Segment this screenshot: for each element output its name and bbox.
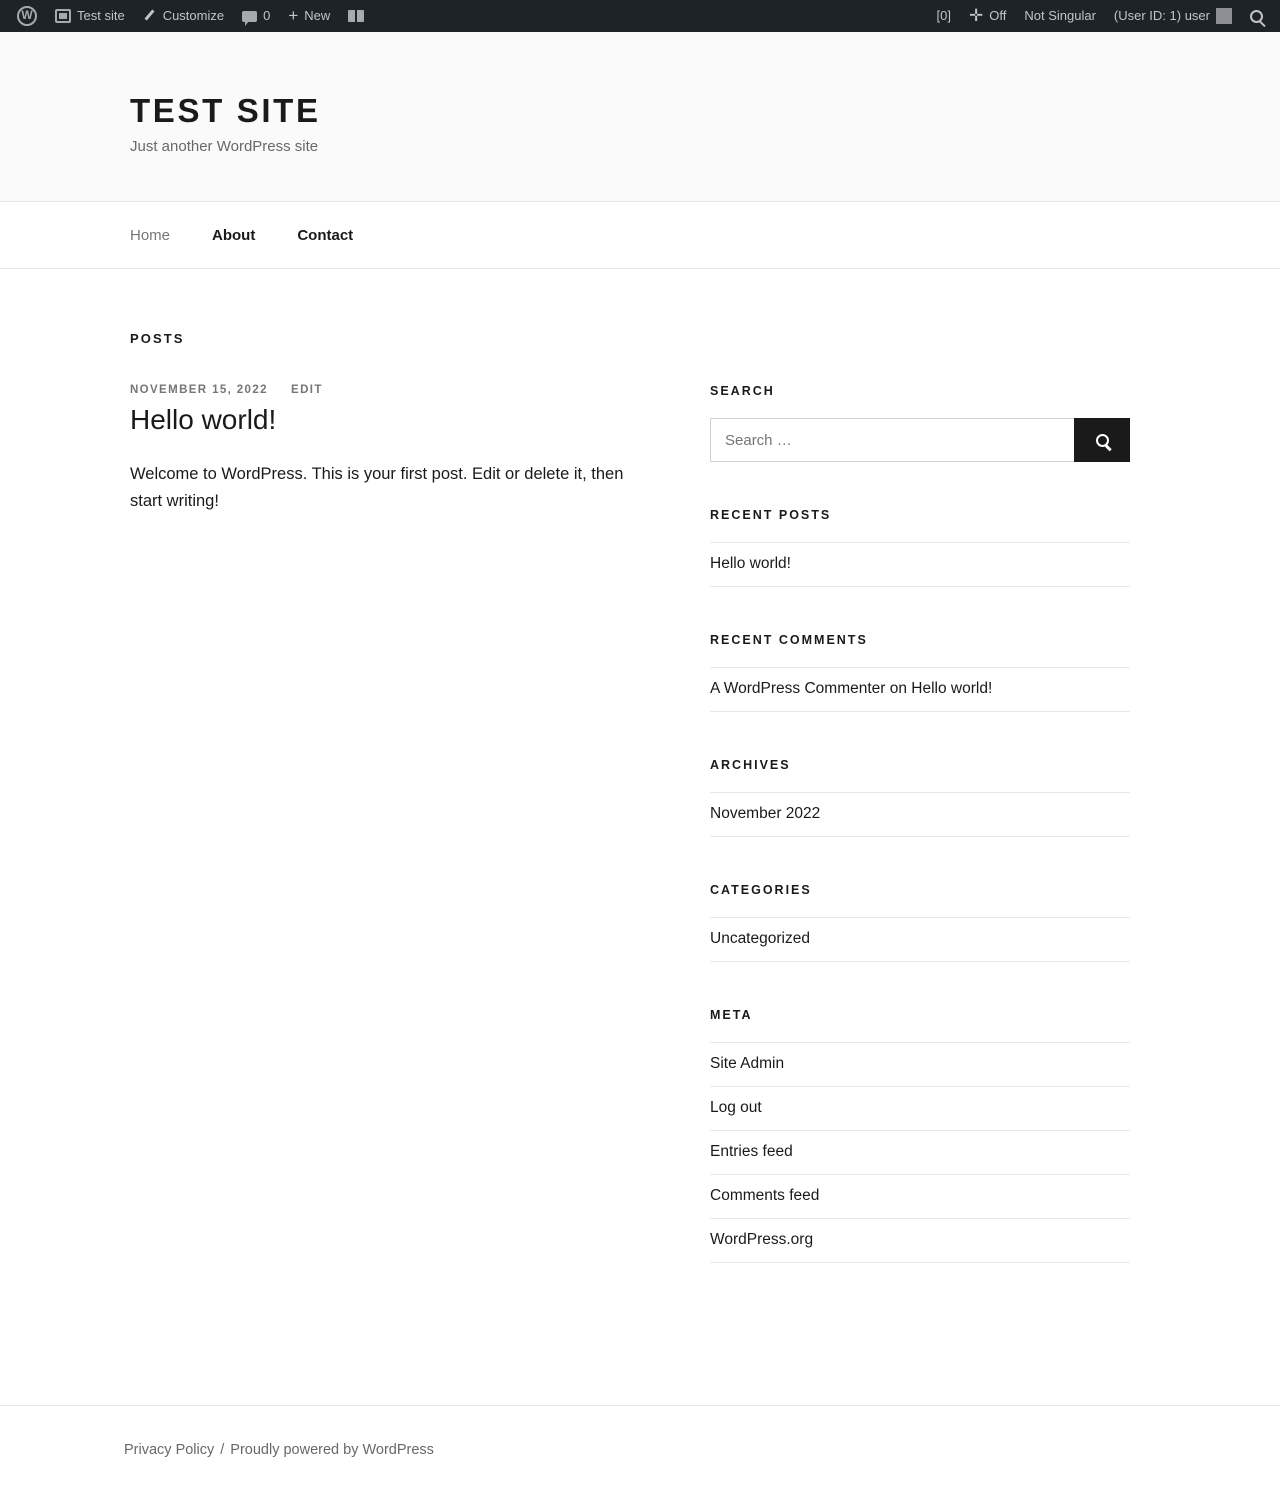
list-item bbox=[710, 792, 1130, 837]
categories-list bbox=[710, 917, 1130, 962]
comments-link[interactable] bbox=[233, 0, 279, 32]
meta-link-entries-feed[interactable]: Entries feed bbox=[710, 1143, 793, 1160]
category-link[interactable]: Uncategorized bbox=[710, 930, 810, 947]
book-icon bbox=[348, 10, 364, 22]
footer-content bbox=[90, 1406, 1190, 1500]
list-item bbox=[710, 1175, 1130, 1219]
list-item bbox=[710, 1042, 1130, 1087]
widget-title-search: SEARCH bbox=[710, 384, 775, 398]
widget-meta bbox=[710, 1008, 1130, 1263]
admin-bar bbox=[0, 0, 1280, 32]
pencil-icon bbox=[143, 9, 157, 23]
archives-list bbox=[710, 792, 1130, 837]
privacy-policy-link[interactable]: Privacy Policy bbox=[124, 1442, 215, 1458]
post-meta bbox=[130, 384, 650, 396]
new-content-label: New bbox=[304, 8, 331, 23]
customize-link[interactable] bbox=[134, 0, 233, 32]
plus-icon: + bbox=[288, 6, 299, 25]
widget-title-recent-comments: RECENT COMMENTS bbox=[710, 633, 868, 647]
list-item bbox=[710, 1131, 1130, 1175]
comment-post-link[interactable]: Hello world! bbox=[911, 680, 993, 697]
comment-bubble-icon bbox=[242, 11, 257, 22]
debug-toggle-label: Off bbox=[989, 8, 1007, 23]
nav-item-home[interactable]: Home bbox=[130, 226, 171, 244]
search-form bbox=[710, 418, 1130, 462]
meta-link-comments-feed[interactable]: Comments feed bbox=[710, 1187, 820, 1204]
post-title[interactable]: Hello world! bbox=[130, 404, 277, 435]
widget-search bbox=[710, 384, 1130, 462]
widget-title-categories: CATEGORIES bbox=[710, 883, 812, 897]
widget-title-recent-posts: RECENT POSTS bbox=[710, 508, 832, 522]
singular-state-label: Not Singular bbox=[1024, 8, 1096, 23]
list-item bbox=[710, 1087, 1130, 1131]
query-count[interactable] bbox=[928, 0, 960, 32]
post-date-link[interactable]: NOVEMBER 15, 2022 bbox=[130, 384, 268, 396]
query-count-label: [0] bbox=[936, 8, 952, 23]
new-content-menu[interactable] bbox=[279, 0, 339, 32]
wordpress-logo-icon bbox=[17, 6, 37, 26]
content-area bbox=[90, 269, 1190, 1309]
widget-archives bbox=[710, 758, 1130, 837]
meta-link-log-out[interactable]: Log out bbox=[710, 1099, 762, 1116]
meta-link-site-admin[interactable]: Site Admin bbox=[710, 1055, 785, 1072]
list-item bbox=[710, 1219, 1130, 1263]
widget-title-meta: META bbox=[710, 1008, 753, 1022]
avatar bbox=[1216, 8, 1232, 24]
site-name-menu[interactable] bbox=[46, 0, 134, 32]
page-title[interactable]: TEST SITE bbox=[130, 92, 321, 129]
user-info-label: (User ID: 1) user bbox=[1113, 8, 1210, 23]
comment-on-text: on bbox=[885, 680, 912, 697]
recent-posts-list bbox=[710, 542, 1130, 587]
admin-bar-left bbox=[8, 0, 373, 32]
singular-state[interactable] bbox=[1015, 0, 1105, 32]
list-item bbox=[710, 917, 1130, 962]
sidebar bbox=[710, 384, 1130, 1309]
posts-section-label: POSTS bbox=[130, 331, 185, 346]
post-excerpt: Welcome to WordPress. This is your first post. Edit or delete it, then start writing! bbox=[130, 465, 624, 511]
comments-count: 0 bbox=[263, 8, 271, 23]
customize-label: Customize bbox=[162, 8, 225, 23]
search-submit-button[interactable] bbox=[1074, 418, 1130, 462]
comment-author-link[interactable]: A WordPress Commenter bbox=[710, 680, 886, 697]
site-tagline: Just another WordPress site bbox=[130, 138, 319, 155]
nav-item-about[interactable]: About bbox=[212, 226, 256, 244]
site-header bbox=[0, 32, 1280, 202]
footer-separator: / bbox=[220, 1442, 225, 1458]
recent-comments-list bbox=[710, 667, 1130, 712]
widget-categories bbox=[710, 883, 1130, 962]
debug-toggle[interactable] bbox=[960, 0, 1015, 32]
list-item bbox=[710, 542, 1130, 587]
list-item bbox=[710, 667, 1130, 712]
main-content bbox=[130, 384, 710, 1309]
widget-title-archives: ARCHIVES bbox=[710, 758, 791, 772]
archive-link[interactable]: November 2022 bbox=[710, 805, 821, 822]
site-footer bbox=[0, 1405, 1280, 1500]
post-article bbox=[130, 384, 650, 515]
primary-navigation bbox=[0, 202, 1280, 269]
user-account-menu[interactable] bbox=[1105, 0, 1241, 32]
wp-logo-menu[interactable] bbox=[8, 0, 46, 32]
search-input[interactable] bbox=[710, 418, 1074, 462]
debug-bar-menu[interactable] bbox=[339, 0, 373, 32]
admin-bar-right bbox=[928, 0, 1272, 32]
recent-post-link[interactable]: Hello world! bbox=[710, 555, 791, 572]
dashboard-icon bbox=[55, 9, 71, 23]
nav-item-contact[interactable]: Contact bbox=[297, 226, 354, 244]
widget-recent-posts bbox=[710, 508, 1130, 587]
crosshair-icon: ✛ bbox=[969, 6, 984, 25]
meta-link-wordpress-org[interactable]: WordPress.org bbox=[710, 1231, 814, 1248]
widget-recent-comments bbox=[710, 633, 1130, 712]
meta-list bbox=[710, 1042, 1130, 1263]
search-icon bbox=[1096, 434, 1109, 447]
site-name-label: Test site bbox=[77, 8, 125, 23]
post-edit-link[interactable]: EDIT bbox=[291, 384, 323, 396]
search-icon bbox=[1250, 10, 1263, 23]
admin-search-button[interactable] bbox=[1241, 0, 1272, 32]
wordpress-credit-link[interactable]: Proudly powered by WordPress bbox=[230, 1442, 434, 1458]
